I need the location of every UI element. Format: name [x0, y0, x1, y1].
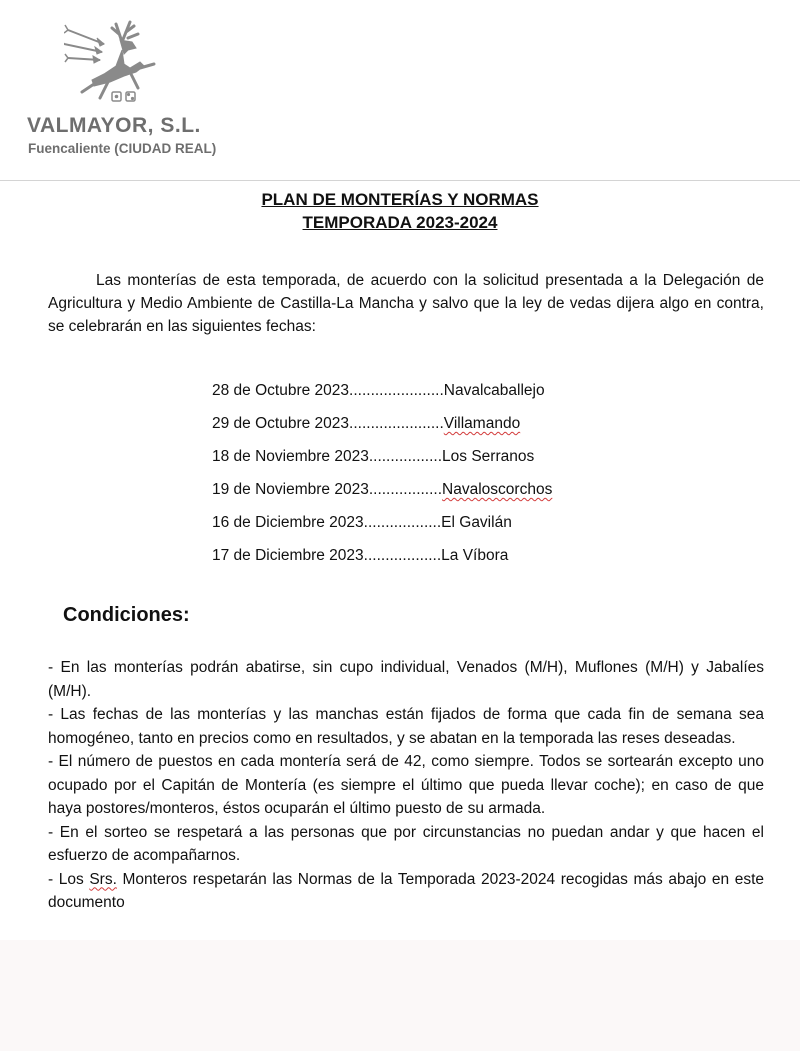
- schedule-row: [212, 415, 520, 433]
- schedule-leader-dots: .................: [368, 448, 443, 465]
- schedule-row: [212, 448, 534, 466]
- condition-text: - Los: [48, 870, 90, 888]
- schedule-place: El Gavilán: [441, 514, 512, 531]
- company-name: VALMAYOR, S.L.: [27, 114, 201, 137]
- schedule-place: Navaloscorchos: [442, 481, 553, 498]
- company-location: Fuencaliente (CIUDAD REAL): [28, 141, 217, 156]
- schedule-place: La Víbora: [441, 547, 509, 564]
- schedule-row: [212, 382, 545, 400]
- schedule-leader-dots: ..................: [363, 514, 442, 531]
- schedule-date: 17 de Diciembre 2023: [212, 547, 364, 564]
- condition-item: - Las fechas de las monterías y las manchas están fijados de forma que cada fin de semana sea homogéneo, tanto en precios como en resultados, y se abatan en la temporada las reses deseadas.: [48, 706, 764, 747]
- condition-item: - En el sorteo se respetará a las personas que por circunstancias no puedan andar y que hacen el esfuerzo de acompañarnos.: [48, 823, 764, 864]
- schedule-leader-dots: ..................: [363, 547, 442, 564]
- schedule-date: 18 de Noviembre 2023: [212, 448, 369, 465]
- condition-item: - El número de puestos en cada montería será de 42, como siempre. Todos se sortearán excepto uno ocupado por el Capitán de Montería (es siempre el último que pueda llevar coche); en caso de que haya postores/monteros, éstos ocuparán el último puesto de su armada.: [48, 753, 764, 817]
- document-subtitle: TEMPORADA 2023-2024: [302, 213, 498, 232]
- header-divider: [0, 180, 800, 181]
- schedule-leader-dots: ......................: [349, 415, 444, 432]
- condition-item: [48, 868, 764, 915]
- schedule-row: [212, 514, 512, 532]
- schedule-leader-dots: .................: [368, 481, 443, 498]
- condition-item: - En las monterías podrán abatirse, sin cupo individual, Venados (M/H), Muflones (M/H) y Jabalíes (M/H).: [48, 659, 764, 700]
- condition-text: Monteros respetarán las Normas de la Temporada 2023-2024 recogidas más abajo en este documento: [48, 870, 765, 911]
- schedule-date: 28 de Octubre 2023: [212, 382, 350, 399]
- schedule-date: 29 de Octubre 2023: [212, 415, 350, 432]
- conditions-heading: Condiciones:: [63, 604, 190, 626]
- deer-with-arrows-logo-icon: [64, 18, 164, 108]
- schedule-date: 16 de Diciembre 2023: [212, 514, 364, 531]
- schedule-place: Navalcaballejo: [443, 382, 545, 399]
- schedule-place: Los Serranos: [442, 448, 535, 465]
- schedule-row: [212, 547, 508, 565]
- document-title: PLAN DE MONTERÍAS Y NORMAS: [261, 190, 539, 209]
- schedule-row: [212, 481, 552, 499]
- schedule-leader-dots: ......................: [349, 382, 444, 399]
- condition-text-marked: Srs.: [89, 870, 117, 888]
- schedule-place: Villamando: [443, 415, 521, 432]
- schedule-date: 19 de Noviembre 2023: [212, 481, 369, 498]
- intro-paragraph: Las monterías de esta temporada, de acuerdo con la solicitud presentada a la Delegación de Agricultura y Medio Ambiente de Castilla-La Mancha y salvo que la ley de vedas dijera algo en contra, se celebrarán en las siguientes fechas:: [48, 272, 764, 335]
- conditions-list: [48, 656, 764, 915]
